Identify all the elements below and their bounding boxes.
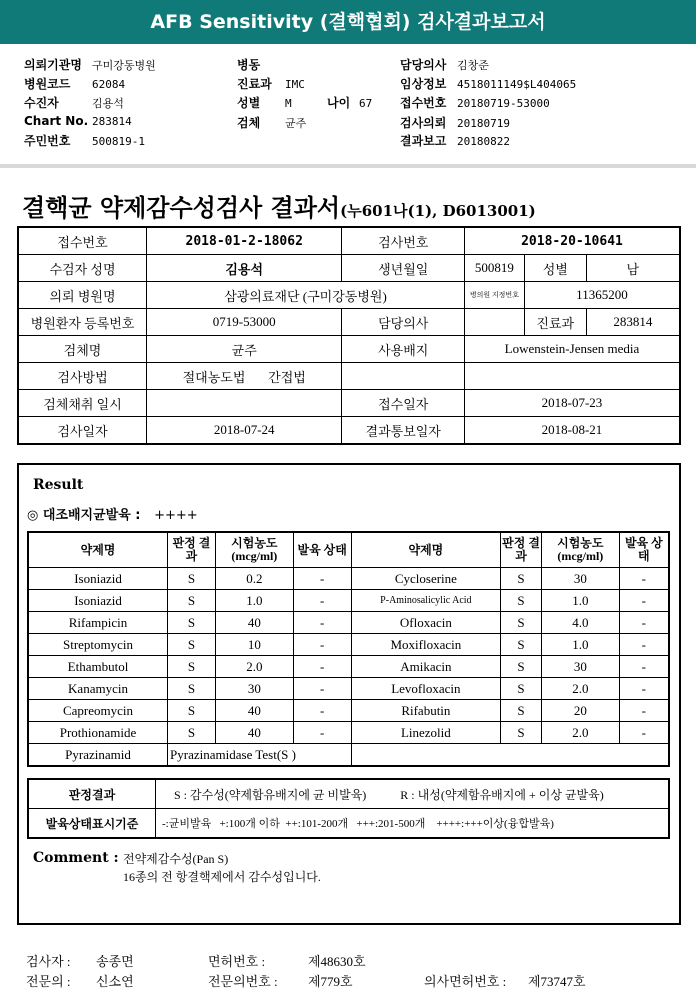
drug-name-cell: Kanamycin (28, 678, 168, 700)
drug-judge-cell: S (501, 678, 542, 700)
dob-value: 500819 (464, 255, 524, 282)
chart-label: Chart No. (24, 114, 89, 128)
drug-conc-cell: 2.0 (541, 722, 619, 744)
collect-label: 검체채취 일시 (18, 390, 147, 417)
medium-value: Lowenstein-Jensen media (464, 336, 680, 363)
drug-name-cell: Ofloxacin (351, 612, 501, 634)
drug-judge-cell: S (168, 656, 216, 678)
pza-test: Pyrazinamidase Test(S ) (168, 744, 352, 767)
judge-legend-label: 판정결과 (28, 779, 156, 809)
examiner-value: 송종면 (96, 954, 134, 969)
conc-header: 시험농도 (mcg/ml) (215, 532, 293, 568)
control-culture-value: ++++ (154, 508, 198, 523)
drug-conc-cell: 30 (541, 568, 619, 590)
drug-conc-cell: 40 (215, 700, 293, 722)
table-row (28, 612, 669, 634)
table-row (18, 309, 680, 336)
collect-value (147, 390, 342, 417)
hospital-row (24, 56, 156, 73)
drug-name-cell: Levofloxacin (351, 678, 501, 700)
table-row (18, 390, 680, 417)
table-row (28, 722, 669, 744)
specimen-label: 검체명 (18, 336, 147, 363)
table-row (28, 590, 669, 612)
doctor-label: 담당의사 (400, 58, 447, 72)
patient-row (24, 94, 124, 111)
request-row (400, 114, 510, 131)
drug-name-cell: Cycloserine (351, 568, 501, 590)
request-value: 20180719 (457, 117, 510, 130)
rrn-row (24, 132, 145, 149)
dept-value: IMC (285, 78, 305, 91)
report-header (0, 44, 696, 164)
request-label: 검사의뢰 (400, 116, 447, 130)
drug-name-cell: Rifabutin (351, 700, 501, 722)
drug-growth-cell: - (293, 678, 351, 700)
chart-row (24, 114, 132, 128)
sex-value: M (285, 97, 292, 110)
table-row (28, 656, 669, 678)
drug-judge-cell: S (501, 656, 542, 678)
designated-value: 11365200 (524, 282, 680, 309)
hospital-value: 구미강동병원 (92, 59, 156, 72)
ward-label: 병동 (237, 58, 261, 72)
resistant-def: R : 내성(약제함유배지에 + 이상 균발육) (400, 787, 604, 802)
req-hospital-label: 의뢰 병원명 (18, 282, 147, 309)
drug-judge-cell: S (168, 678, 216, 700)
chart-value: 283814 (92, 115, 132, 128)
clinical-value: 4518011149$L404065 (457, 78, 577, 91)
table-row (18, 336, 680, 363)
dept-value: 283814 (586, 309, 680, 336)
pza-row (28, 744, 669, 767)
method-absolute: 절대농도법 (182, 369, 246, 385)
growth-header: 발육 상태 (619, 532, 669, 568)
license-value: 제48630호 (308, 954, 366, 969)
receipt-label: 접수번호 (400, 96, 447, 110)
header-divider (0, 164, 696, 168)
drug-conc-cell: 1.0 (541, 634, 619, 656)
receipt-no-label: 접수번호 (18, 227, 147, 255)
method-value (147, 363, 342, 390)
result-box (17, 463, 681, 925)
doctor-value: 김창준 (457, 59, 489, 72)
patient-value: 김용석 (92, 97, 124, 110)
drug-header: 약제명 (351, 532, 501, 568)
license-label: 면허번호 : (208, 954, 266, 969)
judge-legend-value (156, 779, 670, 809)
received-label: 접수일자 (342, 390, 465, 417)
sex-value: 남 (586, 255, 680, 282)
examinee-label: 수검자 성명 (18, 255, 147, 282)
receipt-value: 20180719-53000 (457, 97, 550, 110)
specimen-row (237, 114, 306, 131)
received-value: 2018-07-23 (464, 390, 680, 417)
test-no-value: 2018-20-10641 (464, 227, 680, 255)
method-label: 검사방법 (18, 363, 147, 390)
drug-conc-cell: 0.2 (215, 568, 293, 590)
drug-name-cell: Capreomycin (28, 700, 168, 722)
comment-line: 전약제감수성(Pan S) (123, 852, 229, 866)
table-row (28, 634, 669, 656)
dob-label: 생년월일 (342, 255, 465, 282)
drug-growth-cell: - (619, 700, 669, 722)
drug-judge-cell: S (168, 568, 216, 590)
test-date-value: 2018-07-24 (147, 417, 342, 445)
specialist (26, 971, 134, 990)
document-title (22, 188, 536, 223)
document-title-text: 결핵균 약제감수성검사 결과서 (22, 193, 341, 222)
drug-growth-cell: - (619, 568, 669, 590)
doctor-license (424, 971, 586, 990)
notify-value: 2018-08-21 (464, 417, 680, 445)
legend-row (28, 809, 669, 839)
specialist-number (208, 971, 353, 990)
drug-judge-cell: S (501, 700, 542, 722)
drug-conc-cell: 1.0 (541, 590, 619, 612)
drug-name-cell: Linezolid (351, 722, 501, 744)
drug-header: 약제명 (28, 532, 168, 568)
clinical-row (400, 75, 576, 92)
table-row (18, 363, 680, 390)
specimen-value: 균주 (147, 336, 342, 363)
drug-conc-cell: 40 (215, 722, 293, 744)
drug-conc-cell: 10 (215, 634, 293, 656)
doctor-row (400, 56, 489, 73)
dept-row (237, 75, 305, 92)
drug-judge-cell: S (501, 722, 542, 744)
req-hospital-value: 삼광의료재단 (구미강동병원) (147, 282, 465, 309)
sex-label: 성별 (237, 96, 261, 110)
drug-growth-cell: - (293, 590, 351, 612)
drug-conc-cell: 2.0 (541, 678, 619, 700)
blank-cell (351, 744, 669, 767)
receipt-no-value: 2018-01-2-18062 (147, 227, 342, 255)
drug-name-cell: Amikacin (351, 656, 501, 678)
growth-legend-label: 발육상태표시기준 (28, 809, 156, 839)
drug-table (27, 531, 670, 767)
legend-row (28, 779, 669, 809)
reg-value: 0719-53000 (147, 309, 342, 336)
drug-conc-cell: 30 (541, 656, 619, 678)
report-title-bar: AFB Sensitivity (결핵협회) 검사결과보고서 (0, 0, 696, 44)
clinical-label: 임상정보 (400, 77, 447, 91)
drug-name-cell: Rifampicin (28, 612, 168, 634)
drug-judge-cell: S (168, 700, 216, 722)
legend-table (27, 778, 670, 839)
control-culture (27, 504, 198, 523)
document-subtitle: (누601나(1), D6013001) (340, 202, 536, 220)
code-value: 62084 (92, 78, 126, 91)
test-no-label: 검사번호 (342, 227, 465, 255)
report-label: 결과보고 (400, 134, 447, 148)
drug-name-cell: Isoniazid (28, 568, 168, 590)
receipt-row (400, 94, 550, 111)
table-row (18, 282, 680, 309)
patient-label: 수진자 (24, 96, 59, 110)
dept-label: 진료과 (524, 309, 586, 336)
drug-growth-cell: - (293, 612, 351, 634)
license (208, 951, 366, 970)
table-row (28, 678, 669, 700)
comment-label: Comment : (33, 850, 119, 866)
specialist-value: 신소연 (96, 974, 134, 989)
drug-growth-cell: - (293, 656, 351, 678)
drug-conc-cell: 20 (541, 700, 619, 722)
reg-label: 병원환자 등록번호 (18, 309, 147, 336)
drug-name-cell: Moxifloxacin (351, 634, 501, 656)
judge-header: 판정 결과 (168, 532, 216, 568)
drug-conc-cell: 4.0 (541, 612, 619, 634)
conc-header: 시험농도 (mcg/ml) (541, 532, 619, 568)
drug-judge-cell: S (501, 612, 542, 634)
method-indirect: 간접법 (268, 369, 306, 385)
drug-growth-cell: - (619, 722, 669, 744)
drug-name-cell: Streptomycin (28, 634, 168, 656)
specimen-label: 검체 (237, 116, 261, 130)
examinee-value: 김용석 (147, 255, 342, 282)
examiner-label: 검사자 : (26, 954, 71, 969)
drug-name-cell: P-Aminosalicylic Acid (351, 590, 501, 612)
comment-line: 16종의 전 항결핵제에서 감수성입니다. (123, 870, 321, 884)
doctor-label: 담당의사 (342, 309, 465, 336)
table-row (18, 255, 680, 282)
designated-label: 병의원 지정번호 (464, 282, 524, 309)
drug-judge-cell: S (168, 634, 216, 656)
doc-license-label: 의사면허번호 : (424, 974, 507, 989)
dept-label: 진료과 (237, 77, 272, 91)
drug-growth-cell: - (619, 656, 669, 678)
drug-judge-cell: S (501, 568, 542, 590)
report-row (400, 132, 510, 149)
judge-header: 판정 결과 (501, 532, 542, 568)
doc-license-value: 제73747호 (528, 974, 586, 989)
specialist-label: 전문의 : (26, 974, 71, 989)
control-culture-label: ◎ 대조배지균발육 : (27, 508, 141, 523)
drug-growth-cell: - (619, 634, 669, 656)
sex-label: 성별 (524, 255, 586, 282)
blank-cell (342, 363, 465, 390)
test-date-label: 검사일자 (18, 417, 147, 445)
ward-row (237, 56, 285, 73)
drug-growth-cell: - (293, 700, 351, 722)
notify-label: 결과통보일자 (342, 417, 465, 445)
spec-no-value: 제779호 (308, 974, 353, 989)
drug-name-cell: Isoniazid (28, 590, 168, 612)
drug-judge-cell: S (168, 612, 216, 634)
age-label: 나이 (327, 96, 351, 110)
rrn-value: 500819-1 (92, 135, 145, 148)
table-row (28, 568, 669, 590)
drug-name-cell: Ethambutol (28, 656, 168, 678)
hospital-label: 의뢰기관명 (24, 58, 82, 72)
medium-label: 사용배지 (342, 336, 465, 363)
growth-header: 발육 상태 (293, 532, 351, 568)
drug-header-row (28, 532, 669, 568)
table-row (18, 417, 680, 445)
drug-judge-cell: S (501, 590, 542, 612)
drug-judge-cell: S (168, 590, 216, 612)
blank-cell (464, 363, 680, 390)
drug-conc-cell: 2.0 (215, 656, 293, 678)
drug-judge-cell: S (168, 722, 216, 744)
age-value: 67 (359, 97, 373, 110)
sex-age-row (237, 94, 372, 111)
info-table (17, 226, 681, 445)
drug-conc-cell: 1.0 (215, 590, 293, 612)
drug-growth-cell: - (619, 612, 669, 634)
doctor-value (464, 309, 524, 336)
table-row (18, 227, 680, 255)
drug-growth-cell: - (293, 568, 351, 590)
drug-growth-cell: - (293, 722, 351, 744)
result-label: Result (33, 477, 84, 493)
report-value: 20180822 (457, 135, 510, 148)
drug-growth-cell: - (293, 634, 351, 656)
drug-growth-cell: - (619, 590, 669, 612)
rrn-label: 주민번호 (24, 134, 71, 148)
drug-judge-cell: S (501, 634, 542, 656)
drug-name-cell: Prothionamide (28, 722, 168, 744)
growth-legend-value: -:균비발육 +:100개 이하 ++:101-200개 +++:201-500개 ++++:+++이상(융합발육) (156, 809, 670, 839)
drug-conc-cell: 40 (215, 612, 293, 634)
pza-name: Pyrazinamid (28, 744, 168, 767)
spec-no-label: 전문의번호 : (208, 974, 278, 989)
code-label: 병원코드 (24, 77, 71, 91)
drug-growth-cell: - (619, 678, 669, 700)
examiner (26, 951, 134, 970)
code-row (24, 75, 125, 92)
specimen-value: 균주 (285, 117, 307, 130)
table-row (28, 700, 669, 722)
drug-conc-cell: 30 (215, 678, 293, 700)
sensitive-def: S : 감수성(약제함유배지에 균 비발육) (174, 787, 367, 802)
